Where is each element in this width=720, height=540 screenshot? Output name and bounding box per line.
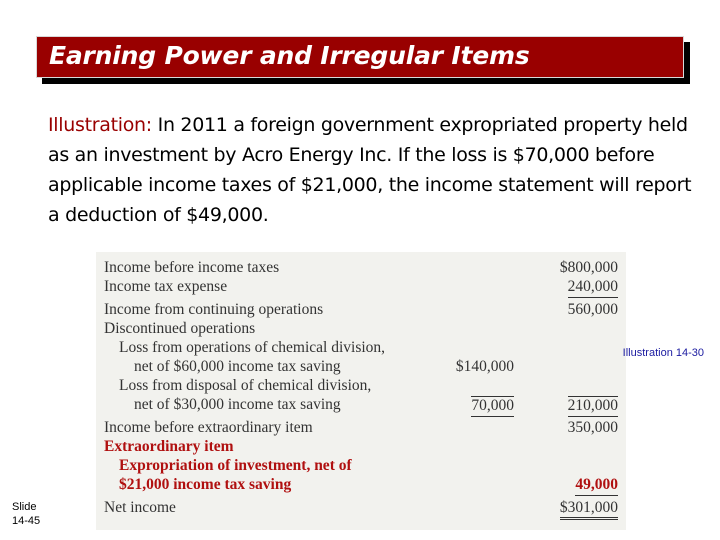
row-label: net of $30,000 income tax saving [134, 396, 341, 413]
row-label: net of $60,000 income tax saving [134, 358, 341, 375]
row-amount: 49,000 [575, 476, 618, 496]
statement-row [96, 419, 626, 438]
row-amount: 560,000 [567, 301, 618, 318]
row-label: Expropriation of investment, net of [119, 457, 352, 474]
statement-row [96, 396, 626, 415]
slide-number-label: Slide [12, 501, 37, 513]
title-bar [36, 36, 684, 78]
row-amount: 240,000 [568, 278, 618, 298]
row-amount: $800,000 [559, 259, 618, 276]
row-amount: 210,000 [568, 396, 618, 417]
row-label: Income before income taxes [104, 259, 280, 276]
slide-title: Earning Power and Irregular Items [49, 41, 530, 70]
row-amount: 350,000 [567, 419, 618, 436]
statement-row [96, 339, 626, 358]
statement-row [96, 438, 626, 457]
statement-row [96, 301, 626, 320]
row-subtotal: 70,000 [471, 396, 514, 417]
slide-number [12, 500, 52, 528]
row-subtotal: $140,000 [455, 358, 514, 375]
row-label: Net income [104, 499, 176, 516]
statement-row [96, 457, 626, 476]
row-label: Income before extraordinary item [104, 419, 313, 436]
row-label: Loss from operations of chemical division, [119, 339, 386, 356]
statement-row [96, 259, 626, 278]
row-label: Income from continuing operations [104, 301, 324, 318]
statement-row [96, 377, 626, 396]
illustration-paragraph [48, 110, 698, 230]
row-label: Discontinued operations [104, 320, 256, 337]
row-label: Loss from disposal of chemical division, [119, 377, 372, 394]
illustration-text: In 2011 a foreign government expropriated property held as an investment by Acro Energy Inc. If the loss is $70,000 before applicable income taxes of $21,000, the income statement will report a deduction of $49,000. [48, 114, 692, 226]
illustration-number: Illustration 14-30 [622, 347, 704, 359]
statement-row [96, 476, 626, 495]
statement-row [96, 358, 626, 377]
row-label: Extraordinary item [104, 438, 234, 455]
statement-row [96, 499, 626, 518]
slide-number-value: 14-45 [12, 515, 41, 527]
statement-row [96, 278, 626, 297]
row-label: Income tax expense [104, 278, 228, 295]
income-statement [96, 252, 626, 530]
row-amount: $301,000 [560, 499, 618, 520]
statement-row [96, 320, 626, 339]
illustration-label: Illustration: [48, 114, 152, 136]
row-label: $21,000 income tax saving [119, 476, 292, 493]
